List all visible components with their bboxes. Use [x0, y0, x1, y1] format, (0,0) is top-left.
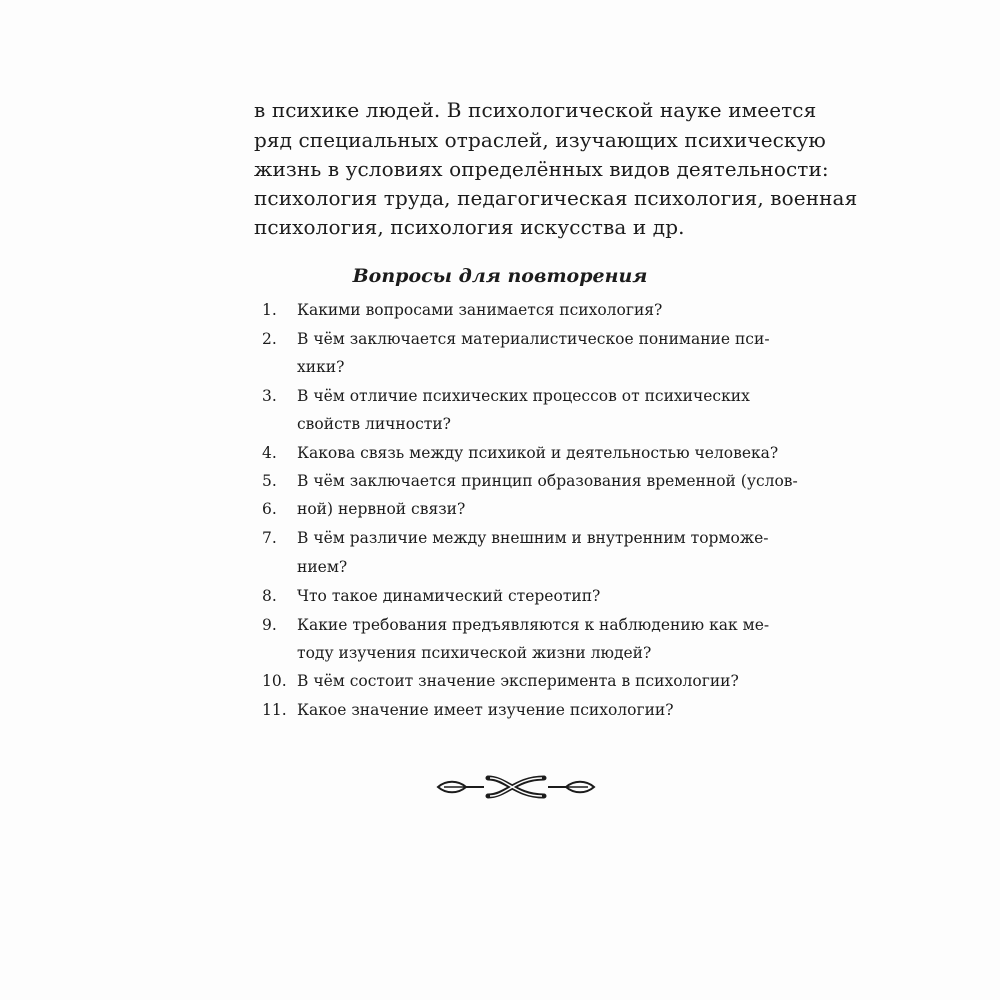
question-line: Какими вопросами занимается психология?	[297, 301, 663, 319]
question-number: 4.	[262, 444, 277, 462]
question-line: Какое значение имеет изучение психологии?	[297, 701, 674, 719]
paragraph-line: ряд специальных отраслей, изучающих психическую	[254, 128, 826, 152]
paragraph-line: психология, психология искусства и др.	[254, 215, 685, 239]
question-line: ной) нервной связи?	[297, 500, 466, 518]
question-line: В чём отличие психических процессов от психических	[297, 387, 750, 405]
question-number: 10.	[262, 672, 287, 690]
question-number: 11.	[262, 701, 287, 719]
question-number: 8.	[262, 587, 277, 605]
question-number: 3.	[262, 387, 277, 405]
paragraph-line: жизнь в условиях определённых видов деятельности:	[254, 157, 829, 181]
question-number: 6.	[262, 500, 277, 518]
question-line: Какие требования предъявляются к наблюдению как ме-	[297, 616, 770, 634]
paragraph-line: психология труда, педагогическая психология, военная	[254, 186, 858, 210]
question-line: нием?	[297, 558, 348, 576]
question-line: В чём заключается материалистическое понимание пси-	[297, 330, 770, 348]
question-number: 7.	[262, 529, 277, 547]
question-number: 1.	[262, 301, 277, 319]
question-line: Какова связь между психикой и деятельностью человека?	[297, 444, 779, 462]
paragraph-line: в психике людей. В психологической науке имеется	[254, 98, 817, 122]
question-line: В чём различие между внешним и внутренним торможе-	[297, 529, 769, 547]
question-line: тоду изучения психической жизни людей?	[297, 644, 652, 662]
section-heading: Вопросы для повторения	[352, 265, 648, 287]
question-number: 9.	[262, 616, 277, 634]
question-number: 5.	[262, 472, 277, 490]
question-line: свойств личности?	[297, 415, 451, 433]
question-line: хики?	[297, 358, 345, 376]
question-line: Что такое динамический стереотип?	[297, 587, 601, 605]
question-number: 2.	[262, 330, 277, 348]
ornament-divider-icon	[436, 772, 596, 802]
question-line: В чём состоит значение эксперимента в психологии?	[297, 672, 739, 690]
question-line: В чём заключается принцип образования временной (услов-	[297, 472, 798, 490]
